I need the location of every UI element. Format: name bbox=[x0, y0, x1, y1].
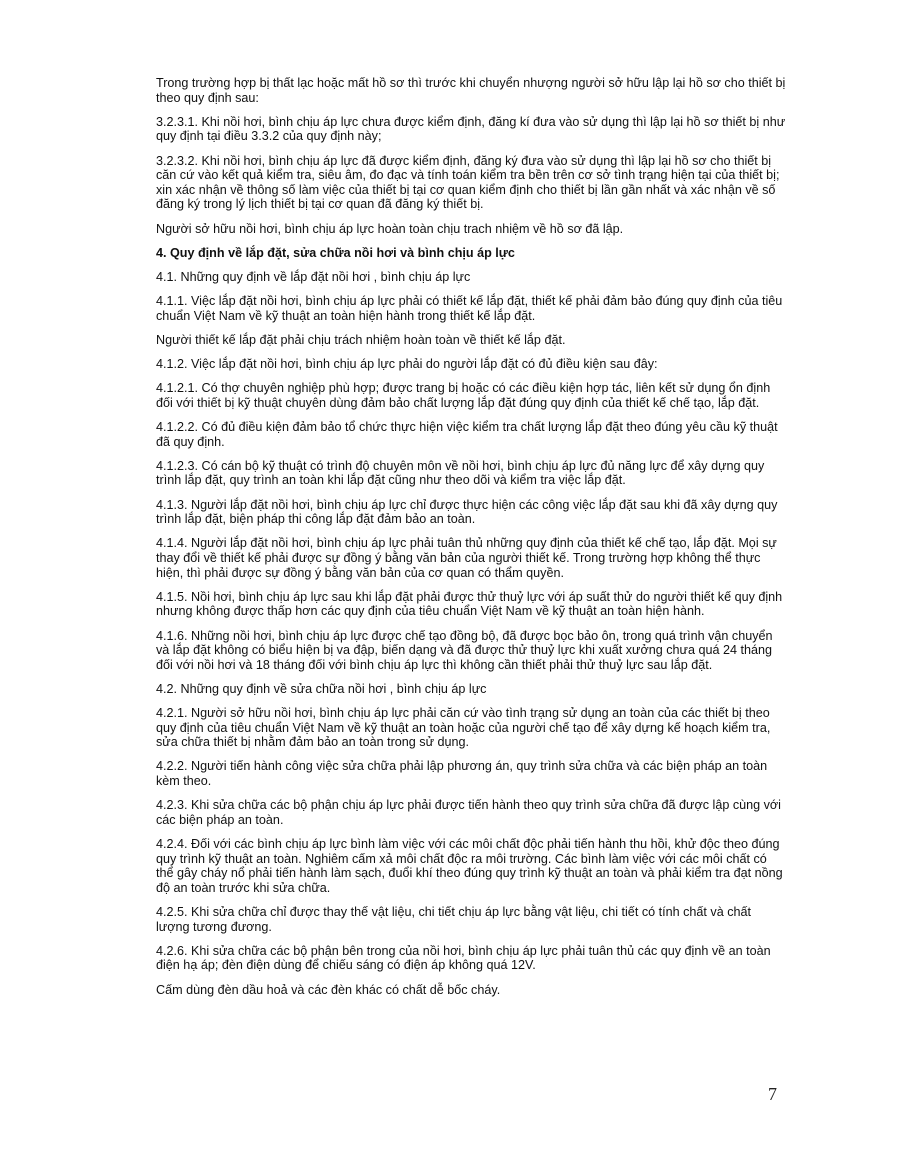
paragraph: 3.2.3.1. Khi nồi hơi, bình chịu áp lực chưa được kiểm định, đăng kí đưa vào sử dụng thì lập lại hồ sơ thiết bị như quy định tại điều 3.3.2 của quy định này; bbox=[156, 114, 786, 144]
paragraph: 4.1. Những quy định về lắp đặt nồi hơi , bình chịu áp lực bbox=[156, 269, 471, 284]
paragraph: 4.2.6. Khi sửa chữa các bộ phận bên trong của nồi hơi, bình chịu áp lực phải tuân thủ các quy định về an toàn điện hạ áp; đèn điện dùng để chiếu sáng có điện áp không quá 12V. bbox=[156, 943, 771, 973]
paragraph: Cấm dùng đèn dầu hoả và các đèn khác có chất dễ bốc cháy. bbox=[156, 982, 501, 997]
paragraph: 4.2.4. Đối với các bình chịu áp lực bình làm việc với các môi chất độc phải tiến hành thu hồi, khử độc theo đúng quy trình kỹ thuật an toàn. Nghiêm cấm xả môi chất độc ra môi trường. Các bình làm việc với các môi chất có thể gây cháy nổ phải tiến hành làm sạch, đuổi khí theo đúng quy trình kỹ thuật an toàn và phải kiểm tra đạt nồng độ an toàn trước khi sửa chữa. bbox=[156, 837, 783, 895]
paragraph: 4.1.6. Những nồi hơi, bình chịu áp lực được chế tạo đồng bộ, đã được bọc bảo ôn, trong quá trình vận chuyển và lắp đặt không có biểu hiện bị va đập, biến dạng và đã được thử thuỷ lực khi xuất xưởng chưa quá 24 tháng đối với nồi hơi và 18 tháng đối với bình chịu áp lực thì không cần thiết phải thử thuỷ lực sau lắp đặt. bbox=[156, 628, 773, 672]
paragraph: 4.1.2.1. Có thợ chuyên nghiệp phù hợp; được trang bị hoặc có các điều kiện hợp tác, liên kết sử dụng ổn định đối với thiết bị kỹ thuật chuyên dùng đảm bảo chất lượng lắp đặt đúng quy định của thiết kế chế tạo, lắp đặt. bbox=[156, 381, 771, 410]
paragraph: Người thiết kế lắp đặt phải chịu trách nhiệm hoàn toàn về thiết kế lắp đặt. bbox=[156, 332, 566, 347]
paragraph: Người sở hữu nồi hơi, bình chịu áp lực hoàn toàn chịu trach nhiệm về hồ sơ đã lập. bbox=[156, 221, 624, 236]
paragraph: 4.2.1. Người sở hữu nồi hơi, bình chịu áp lực phải căn cứ vào tình trạng sử dụng an toàn của các thiết bị theo quy định của tiêu chuẩn Việt Nam về kỹ thuật an toàn hoặc của người chế tạo để xây dựng kế hoạch kiểm tra, sửa chữa thiết bị nhằm đảm bảo an toàn trong sử dụng. bbox=[156, 706, 771, 750]
paragraph: 4.1.5. Nồi hơi, bình chịu áp lực sau khi lắp đặt phải được thử thuỷ lực với áp suất thử do người thiết kế quy định nhưng không được thấp hơn các quy định của tiêu chuẩn Việt Nam về kỹ thuật an toàn hiện hành. bbox=[156, 589, 783, 619]
paragraph: 3.2.3.2. Khi nồi hơi, bình chịu áp lực đã được kiểm định, đăng ký đưa vào sử dụng thì lập lại hồ sơ cho thiết bị căn cứ vào kết quả kiểm tra, siêu âm, đo đạc và tính toán kiểm tra bền trên cơ sở tình trạng hiện tại của thiết bị; xin xác nhận về thông số làm việc của thiết bị tại cơ quan kiểm định cho thiết bị lần gần nhất và xác nhận về số đăng ký trong lý lịch thiết bị tại cơ quan đã đăng ký thiết bị. bbox=[156, 153, 780, 212]
paragraph: 4.1.2.2. Có đủ điều kiện đảm bảo tổ chức thực hiện việc kiểm tra chất lượng lắp đặt theo đúng yêu cầu kỹ thuật đã quy định. bbox=[156, 420, 778, 449]
section-heading: 4. Quy định về lắp đặt, sửa chữa nồi hơi và bình chịu áp lực bbox=[156, 245, 515, 260]
document-page bbox=[156, 76, 786, 1007]
page-number: 7 bbox=[768, 1084, 777, 1104]
paragraph: 4.2.2. Người tiến hành công việc sửa chữa phải lập phương án, quy trình sửa chữa và các biện pháp an toàn kèm theo. bbox=[156, 759, 768, 789]
paragraph: 4.1.2.3. Có cán bộ kỹ thuật có trình độ chuyên môn về nồi hơi, bình chịu áp lực đủ năng lực để xây dựng quy trình lắp đặt, quy trình an toàn khi lắp đặt cũng như theo dõi và kiểm tra việc lắp đặt. bbox=[156, 458, 765, 488]
paragraph: 4.1.1. Việc lắp đặt nồi hơi, bình chịu áp lực phải có thiết kế lắp đặt, thiết kế phải đảm bảo đúng quy định của tiêu chuẩn Việt Nam về kỹ thuật an toàn hiện hành trong thiết kế lắp đặt. bbox=[156, 294, 783, 323]
paragraph: 4.2. Những quy định về sửa chữa nồi hơi , bình chịu áp lực bbox=[156, 681, 487, 696]
paragraph: 4.1.2. Việc lắp đặt nồi hơi, bình chịu áp lực phải do người lắp đặt có đủ điều kiện sau đây: bbox=[156, 357, 658, 372]
paragraph: Trong trường hợp bị thất lạc hoặc mất hồ sơ thì trước khi chuyển nhượng người sở hữu lập lại hồ sơ cho thiết bị theo quy định sau: bbox=[156, 76, 786, 105]
paragraph: 4.2.5. Khi sửa chữa chỉ được thay thế vật liệu, chi tiết chịu áp lực bằng vật liệu, chi tiết có tính chất và chất lượng tương đương. bbox=[156, 905, 752, 934]
paragraph: 4.2.3. Khi sửa chữa các bộ phận chịu áp lực phải được tiến hành theo quy trình sửa chữa đã được lập cùng với các biện pháp an toàn. bbox=[156, 798, 781, 827]
paragraph: 4.1.3. Người lắp đặt nồi hơi, bình chịu áp lực chỉ được thực hiện các công việc lắp đặt sau khi đã xây dựng quy trình lắp đặt, biện pháp thi công lắp đặt đảm bảo an toàn. bbox=[156, 497, 778, 527]
paragraph: 4.1.4. Người lắp đặt nồi hơi, bình chịu áp lực phải tuân thủ những quy định của thiết kế chế tạo, lắp đặt. Mọi sự thay đổi về thiết kế phải được sự đồng ý bằng văn bản của người thiết kế. Trong trường hợp không thể thực hiện, thì phải được sự đồng ý bằng văn bản của cơ quan có thẩm quyền. bbox=[156, 536, 777, 580]
